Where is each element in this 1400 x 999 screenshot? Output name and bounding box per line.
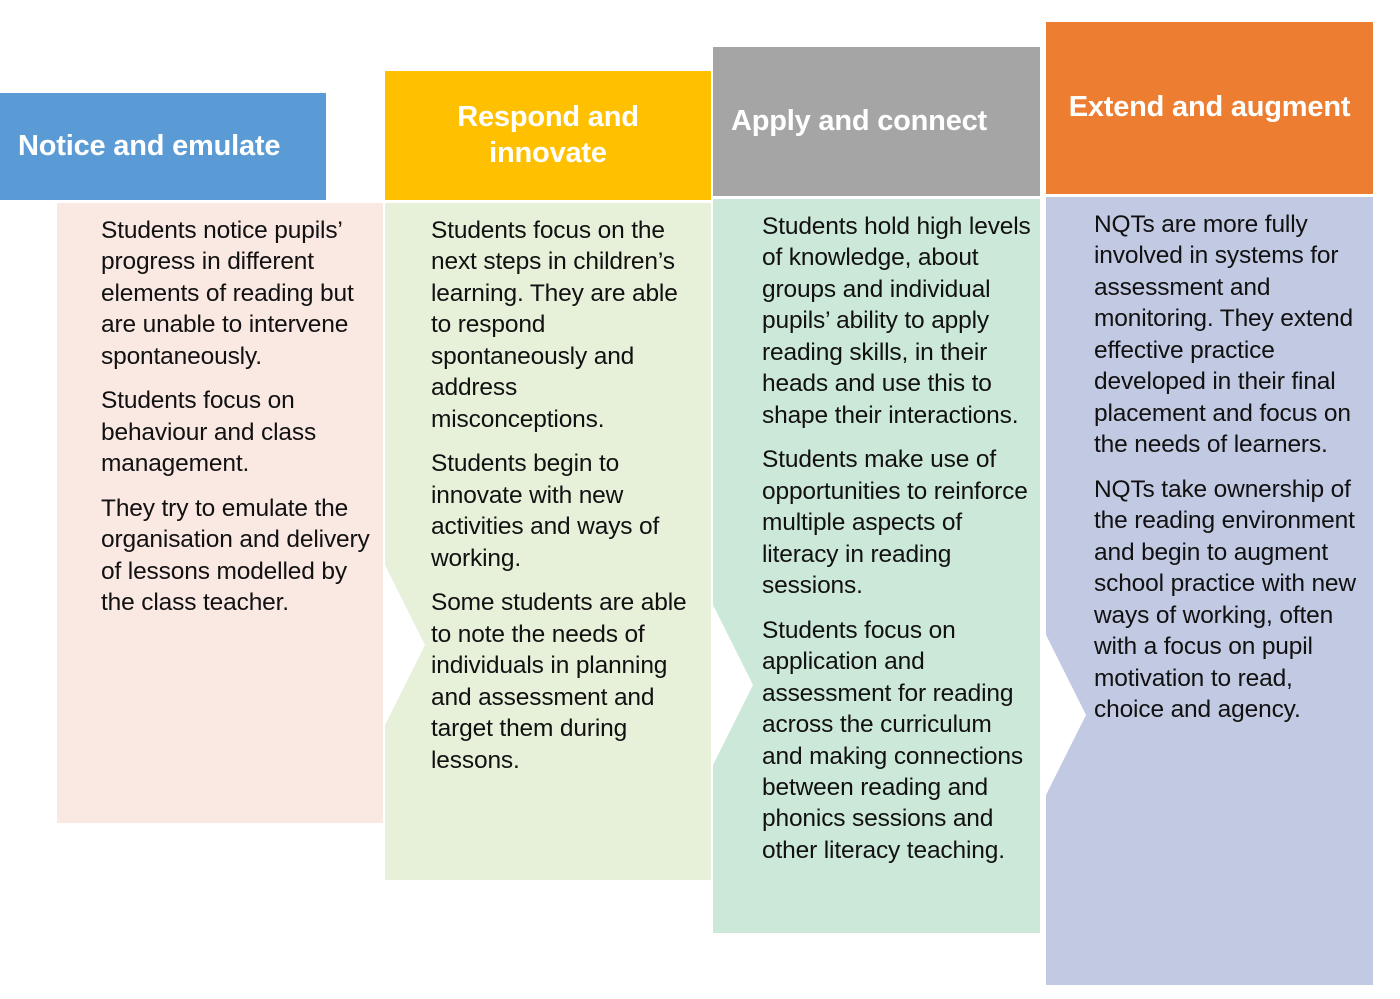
stage-body-notice-and-emulate <box>57 203 383 823</box>
stage-header-extend-and-augment <box>1046 22 1373 194</box>
stage-header-label: Respond and innovate <box>457 101 639 169</box>
stage-header-label: Apply and connect <box>731 104 988 137</box>
stage-header-notice-and-emulate <box>0 93 326 200</box>
stage-body-text-apply-and-connect <box>762 211 1031 866</box>
stage-paragraph: Some students are able to note the needs of individuals in planning and assessment and target them during lessons. <box>431 589 687 774</box>
stage-paragraph: Students hold high levels of knowledge, about groups and individual pupils’ ability to apply reading skills, in their heads and use this to shape their interactions. <box>762 213 1031 429</box>
stage-body-text-notice-and-emulate <box>101 215 373 619</box>
stage-paragraph: Students focus on application and assessment for reading across the curriculum and making connections between reading and phonics sessions and other literacy teaching. <box>762 616 1023 864</box>
stage-body-apply-and-connect <box>713 199 1040 933</box>
stage-paragraph: NQTs are more fully involved in systems for assessment and monitoring. They extend effective practice developed in their final placement and focus on the needs of learners. <box>1094 211 1353 459</box>
stage-body-text-respond-and-innovate <box>431 215 697 776</box>
stage-header-label: Extend and augment <box>1068 91 1351 124</box>
stage-paragraph: Students focus on the next steps in children’s learning. They are able to respond spontaneously and address misconceptions. <box>431 217 678 433</box>
stage-header-apply-and-connect <box>713 47 1040 196</box>
stage-body-extend-and-augment <box>1046 197 1373 985</box>
stage-header-respond-and-innovate <box>385 71 711 200</box>
stage-paragraph: Students make use of opportunities to reinforce multiple aspects of literacy in reading sessions. <box>762 446 1028 600</box>
stage-paragraph: They try to emulate the organisation and delivery of lessons modelled by the class teacher. <box>101 494 370 617</box>
stage-body-text-extend-and-augment <box>1094 209 1366 726</box>
stage-paragraph: Students notice pupils’ progress in different elements of reading but are unable to intervene spontaneously. <box>101 217 354 370</box>
stage-paragraph: Students begin to innovate with new activities and ways of working. <box>431 450 660 572</box>
stage-paragraph: NQTs take ownership of the reading environment and begin to augment school practice with new ways of working, often with a focus on pupil motivation to read, choice and agency. <box>1094 475 1356 724</box>
stage-body-respond-and-innovate <box>385 203 711 880</box>
stage-header-label: Notice and emulate <box>18 129 281 162</box>
stage-paragraph: Students focus on behaviour and class management. <box>101 387 317 478</box>
